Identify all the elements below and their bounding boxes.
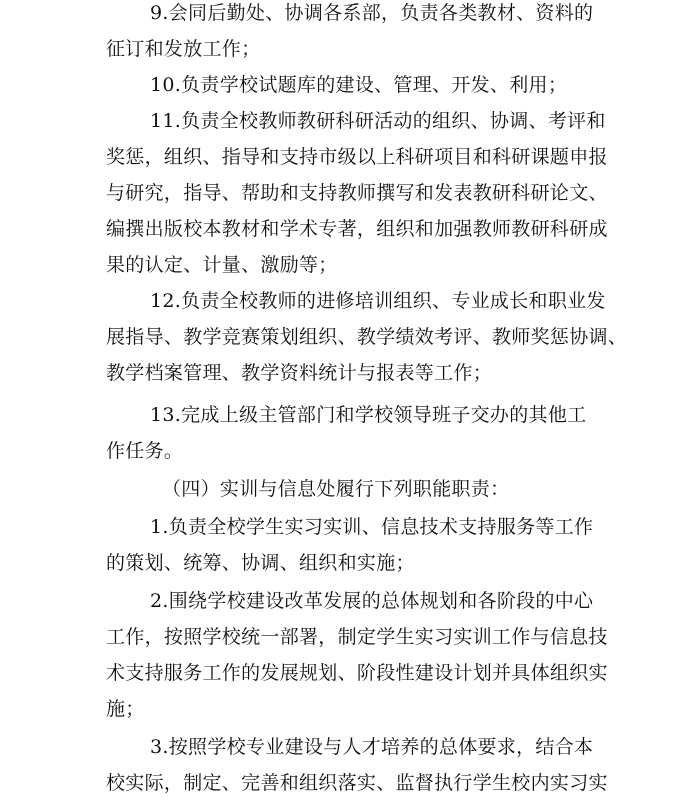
text-line: 的策划、统筹、协调、组织和实施；: [106, 552, 415, 574]
text-line: 施；: [106, 698, 145, 720]
text-line: 3.按照学校专业建设与人才培养的总体要求，结合本: [150, 736, 594, 758]
text-line: 术支持服务工作的发展规划、阶段性建设计划并具体组织实: [106, 662, 608, 684]
section-heading: （四）实训与信息处履行下列职能职责：: [162, 478, 510, 500]
text-line: 校实际，制定、完善和组织落实、监督执行学生校内实习实: [106, 772, 608, 794]
text-line: 12.负责全校教师的进修培训组织、专业成长和职业发: [150, 290, 606, 312]
text-line: 作任务。: [106, 440, 184, 462]
text-line: 果的认定、计量、激励等；: [106, 254, 338, 276]
text-line: 编撰出版校本教材和学术专著，组织和加强教师教研科研成: [106, 218, 608, 240]
text-line: 11.负责全校教师教研科研活动的组织、协调、考评和: [150, 110, 606, 132]
text-line: 9.会同后勤处、协调各系部，负责各类教材、资料的: [150, 2, 594, 24]
text-line: 奖惩，组织、指导和支持市级以上科研项目和科研课题申报: [106, 146, 608, 168]
text-line: 1.负责全校学生实习实训、信息技术支持服务等工作: [150, 516, 594, 538]
text-line: 征订和发放工作；: [106, 38, 261, 60]
text-line: 工作，按照学校统一部署，制定学生实习实训工作与信息技: [106, 626, 608, 648]
text-line: 13.完成上级主管部门和学校领导班子交办的其他工: [150, 404, 587, 426]
text-line: 与研究，指导、帮助和支持教师撰写和发表教研科研论文、: [106, 182, 608, 204]
text-line: 10.负责学校试题库的建设、管理、开发、利用；: [150, 74, 568, 96]
text-line: 教学档案管理、教学资料统计与报表等工作；: [106, 362, 493, 384]
text-line: 展指导、教学竞赛策划组织、教学绩效考评、教师奖惩协调、: [106, 326, 628, 348]
text-line: 2.围绕学校建设改革发展的总体规划和各阶段的中心: [150, 590, 594, 612]
